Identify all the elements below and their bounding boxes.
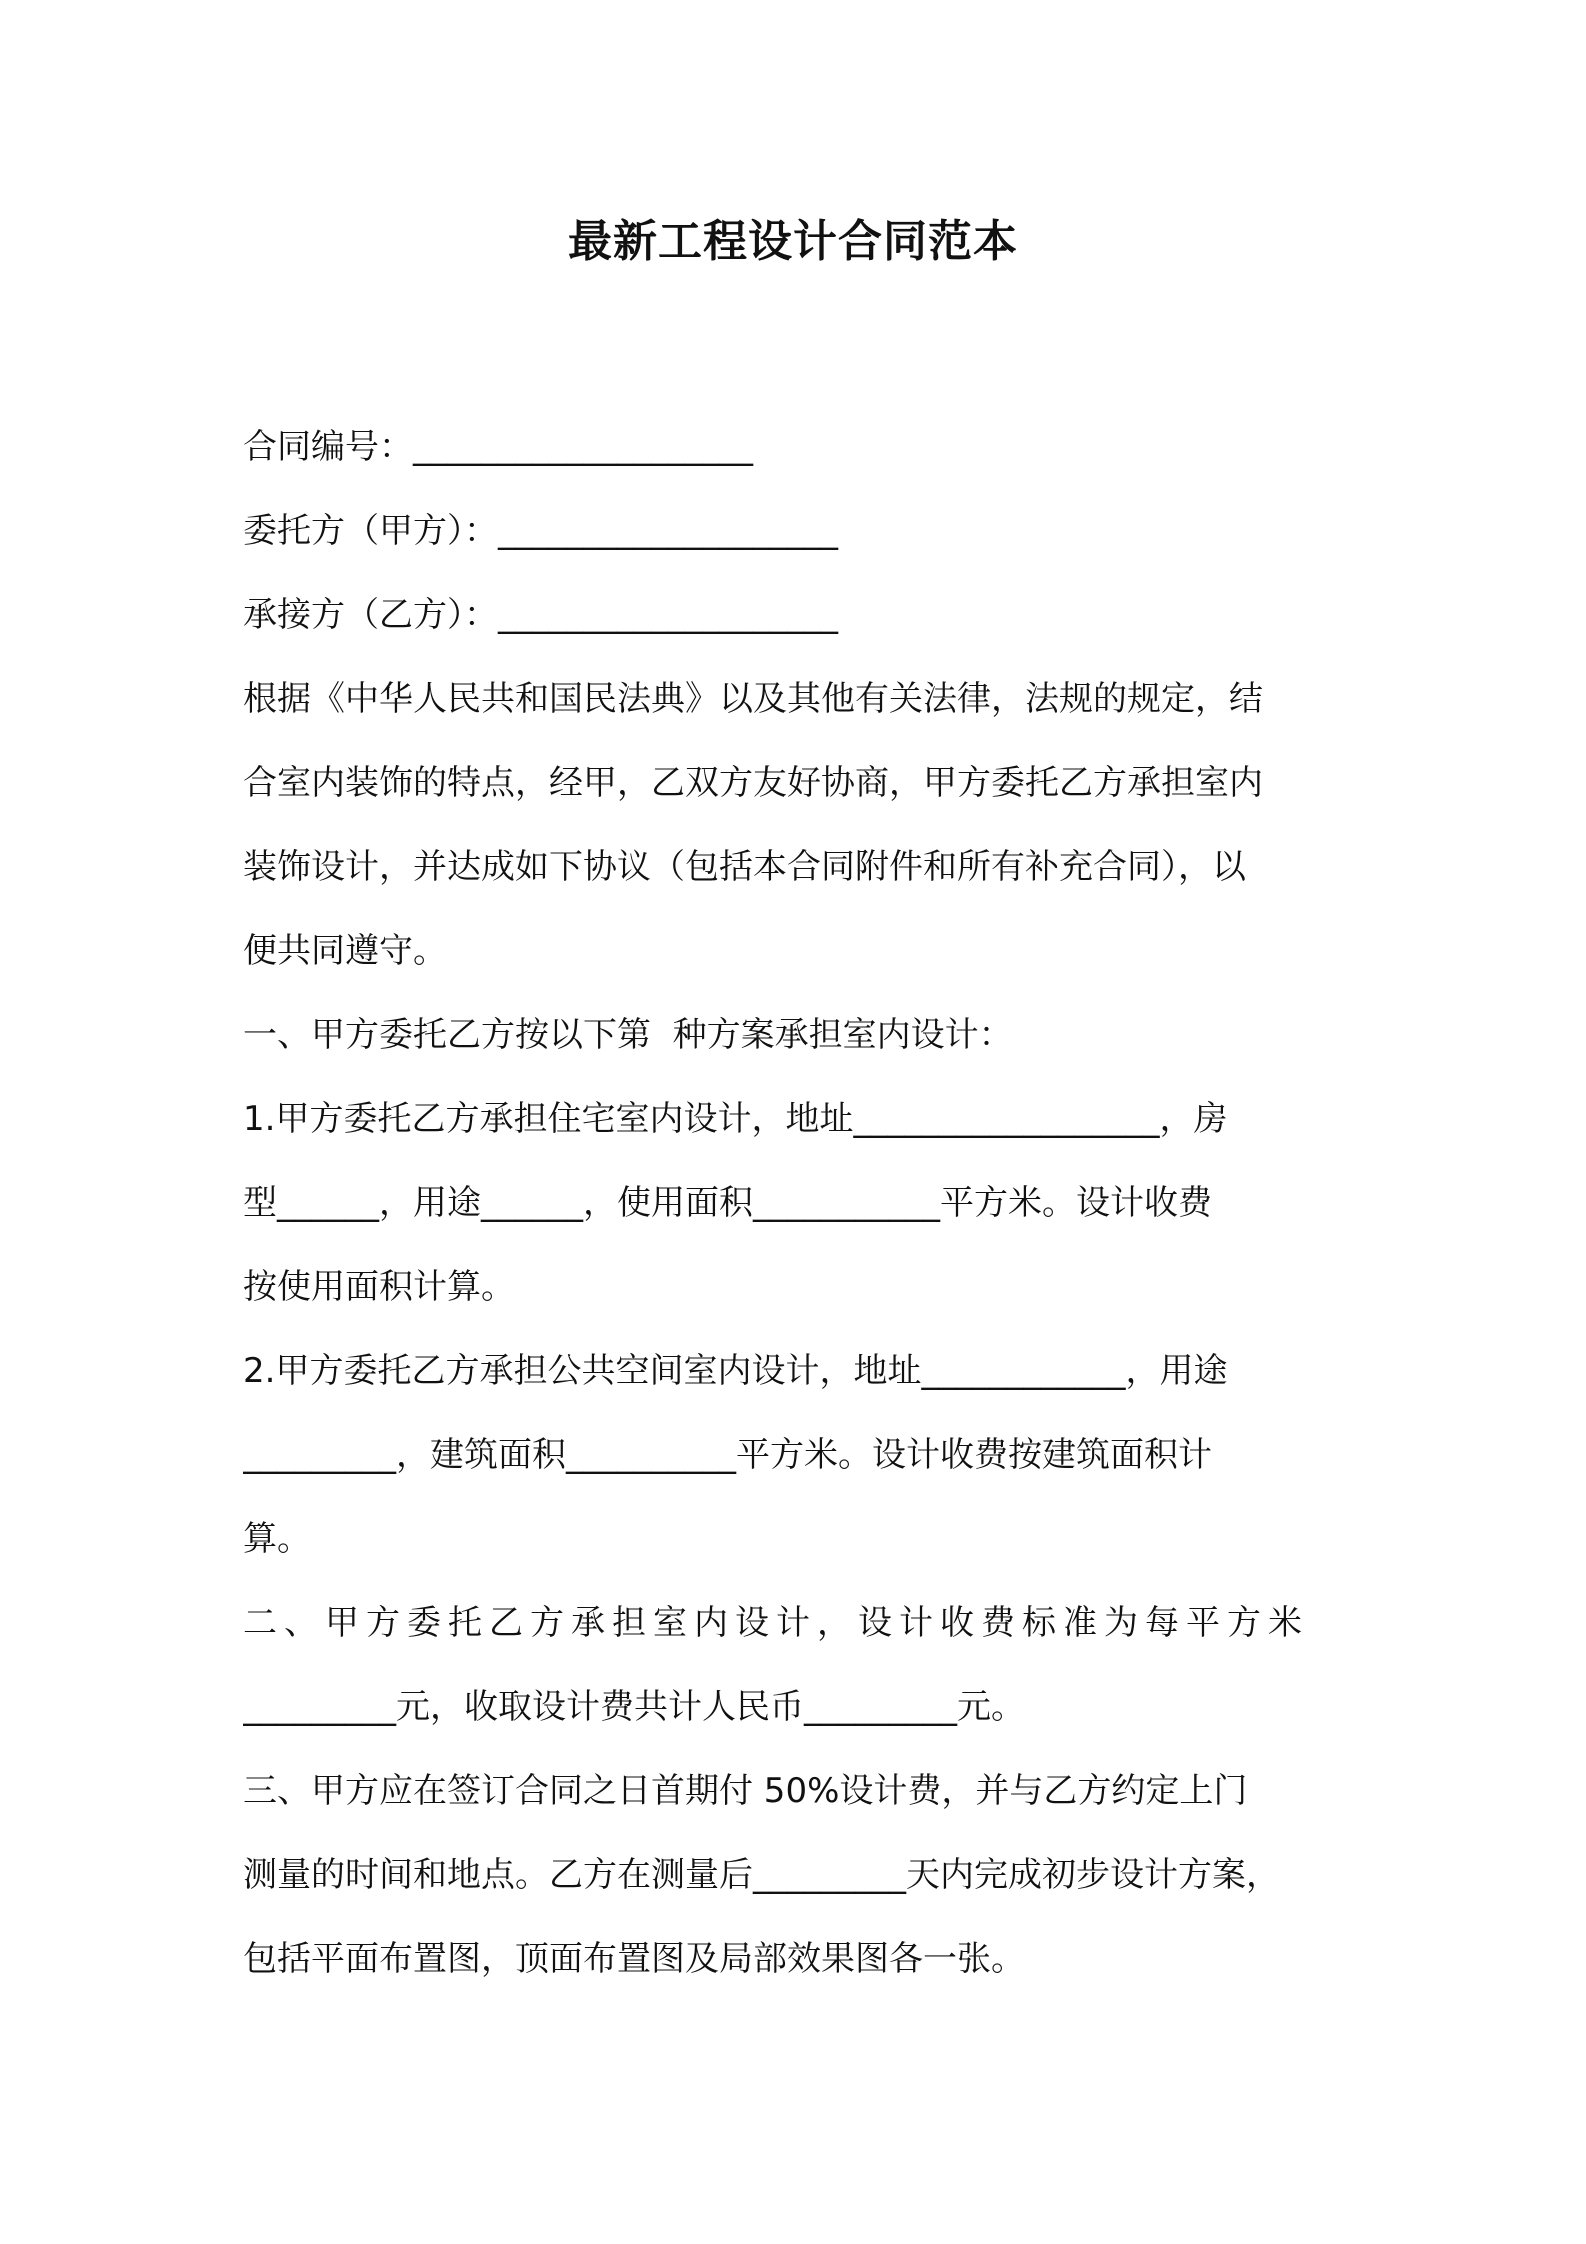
preamble-line-1: 根据《中华人民共和国民法典》以及其他有关法律，法规的规定，结 <box>243 679 1263 719</box>
contract-number-field: 合同编号：____________________ <box>243 427 753 467</box>
preamble-line-3: 装饰设计，并达成如下协议（包括本合同附件和所有补充合同），以 <box>243 847 1246 887</box>
clause-one-item-2-line-2: _________，建筑面积__________平方米。设计收费按建筑面积计 <box>243 1435 1212 1475</box>
clause-one-item-1-line-2: 型______，用途______，使用面积___________平方米。设计收费 <box>243 1183 1212 1223</box>
clause-one-item-2-line-1: 2.甲方委托乙方承担公共空间室内设计，地址____________，用途 <box>243 1351 1228 1391</box>
clause-two-line-2: _________元，收取设计费共计人民币_________元。 <box>243 1687 1025 1727</box>
clause-three-line-3: 包括平面布置图，顶面布置图及局部效果图各一张。 <box>243 1939 1025 1979</box>
client-party-field: 委托方（甲方）：____________________ <box>243 511 838 551</box>
clause-one-item-1-line-1: 1.甲方委托乙方承担住宅室内设计，地址__________________，房 <box>243 1099 1228 1139</box>
preamble-line-2: 合室内装饰的特点，经甲，乙双方友好协商，甲方委托乙方承担室内 <box>243 763 1263 803</box>
contract-body <box>243 405 1358 2001</box>
document-title: 最新工程设计合同范本 <box>568 216 1018 267</box>
clause-two-line-1: 二、甲方委托乙方承担室内设计，设计收费标准为每平方米 <box>243 1603 1309 1643</box>
preamble-line-4: 便共同遵守。 <box>243 931 447 971</box>
clause-three-line-2: 测量的时间和地点。乙方在测量后_________天内完成初步设计方案， <box>243 1855 1280 1895</box>
clause-one-item-1-line-3: 按使用面积计算。 <box>243 1267 515 1307</box>
clause-one-item-2-line-3: 算。 <box>243 1519 311 1559</box>
clause-one-heading: 一、甲方委托乙方按以下第 种方案承担室内设计： <box>243 1015 1013 1055</box>
contractor-party-field: 承接方（乙方）：____________________ <box>243 595 838 635</box>
clause-three-line-1: 三、甲方应在签订合同之日首期付 50%设计费，并与乙方约定上门 <box>243 1771 1248 1811</box>
